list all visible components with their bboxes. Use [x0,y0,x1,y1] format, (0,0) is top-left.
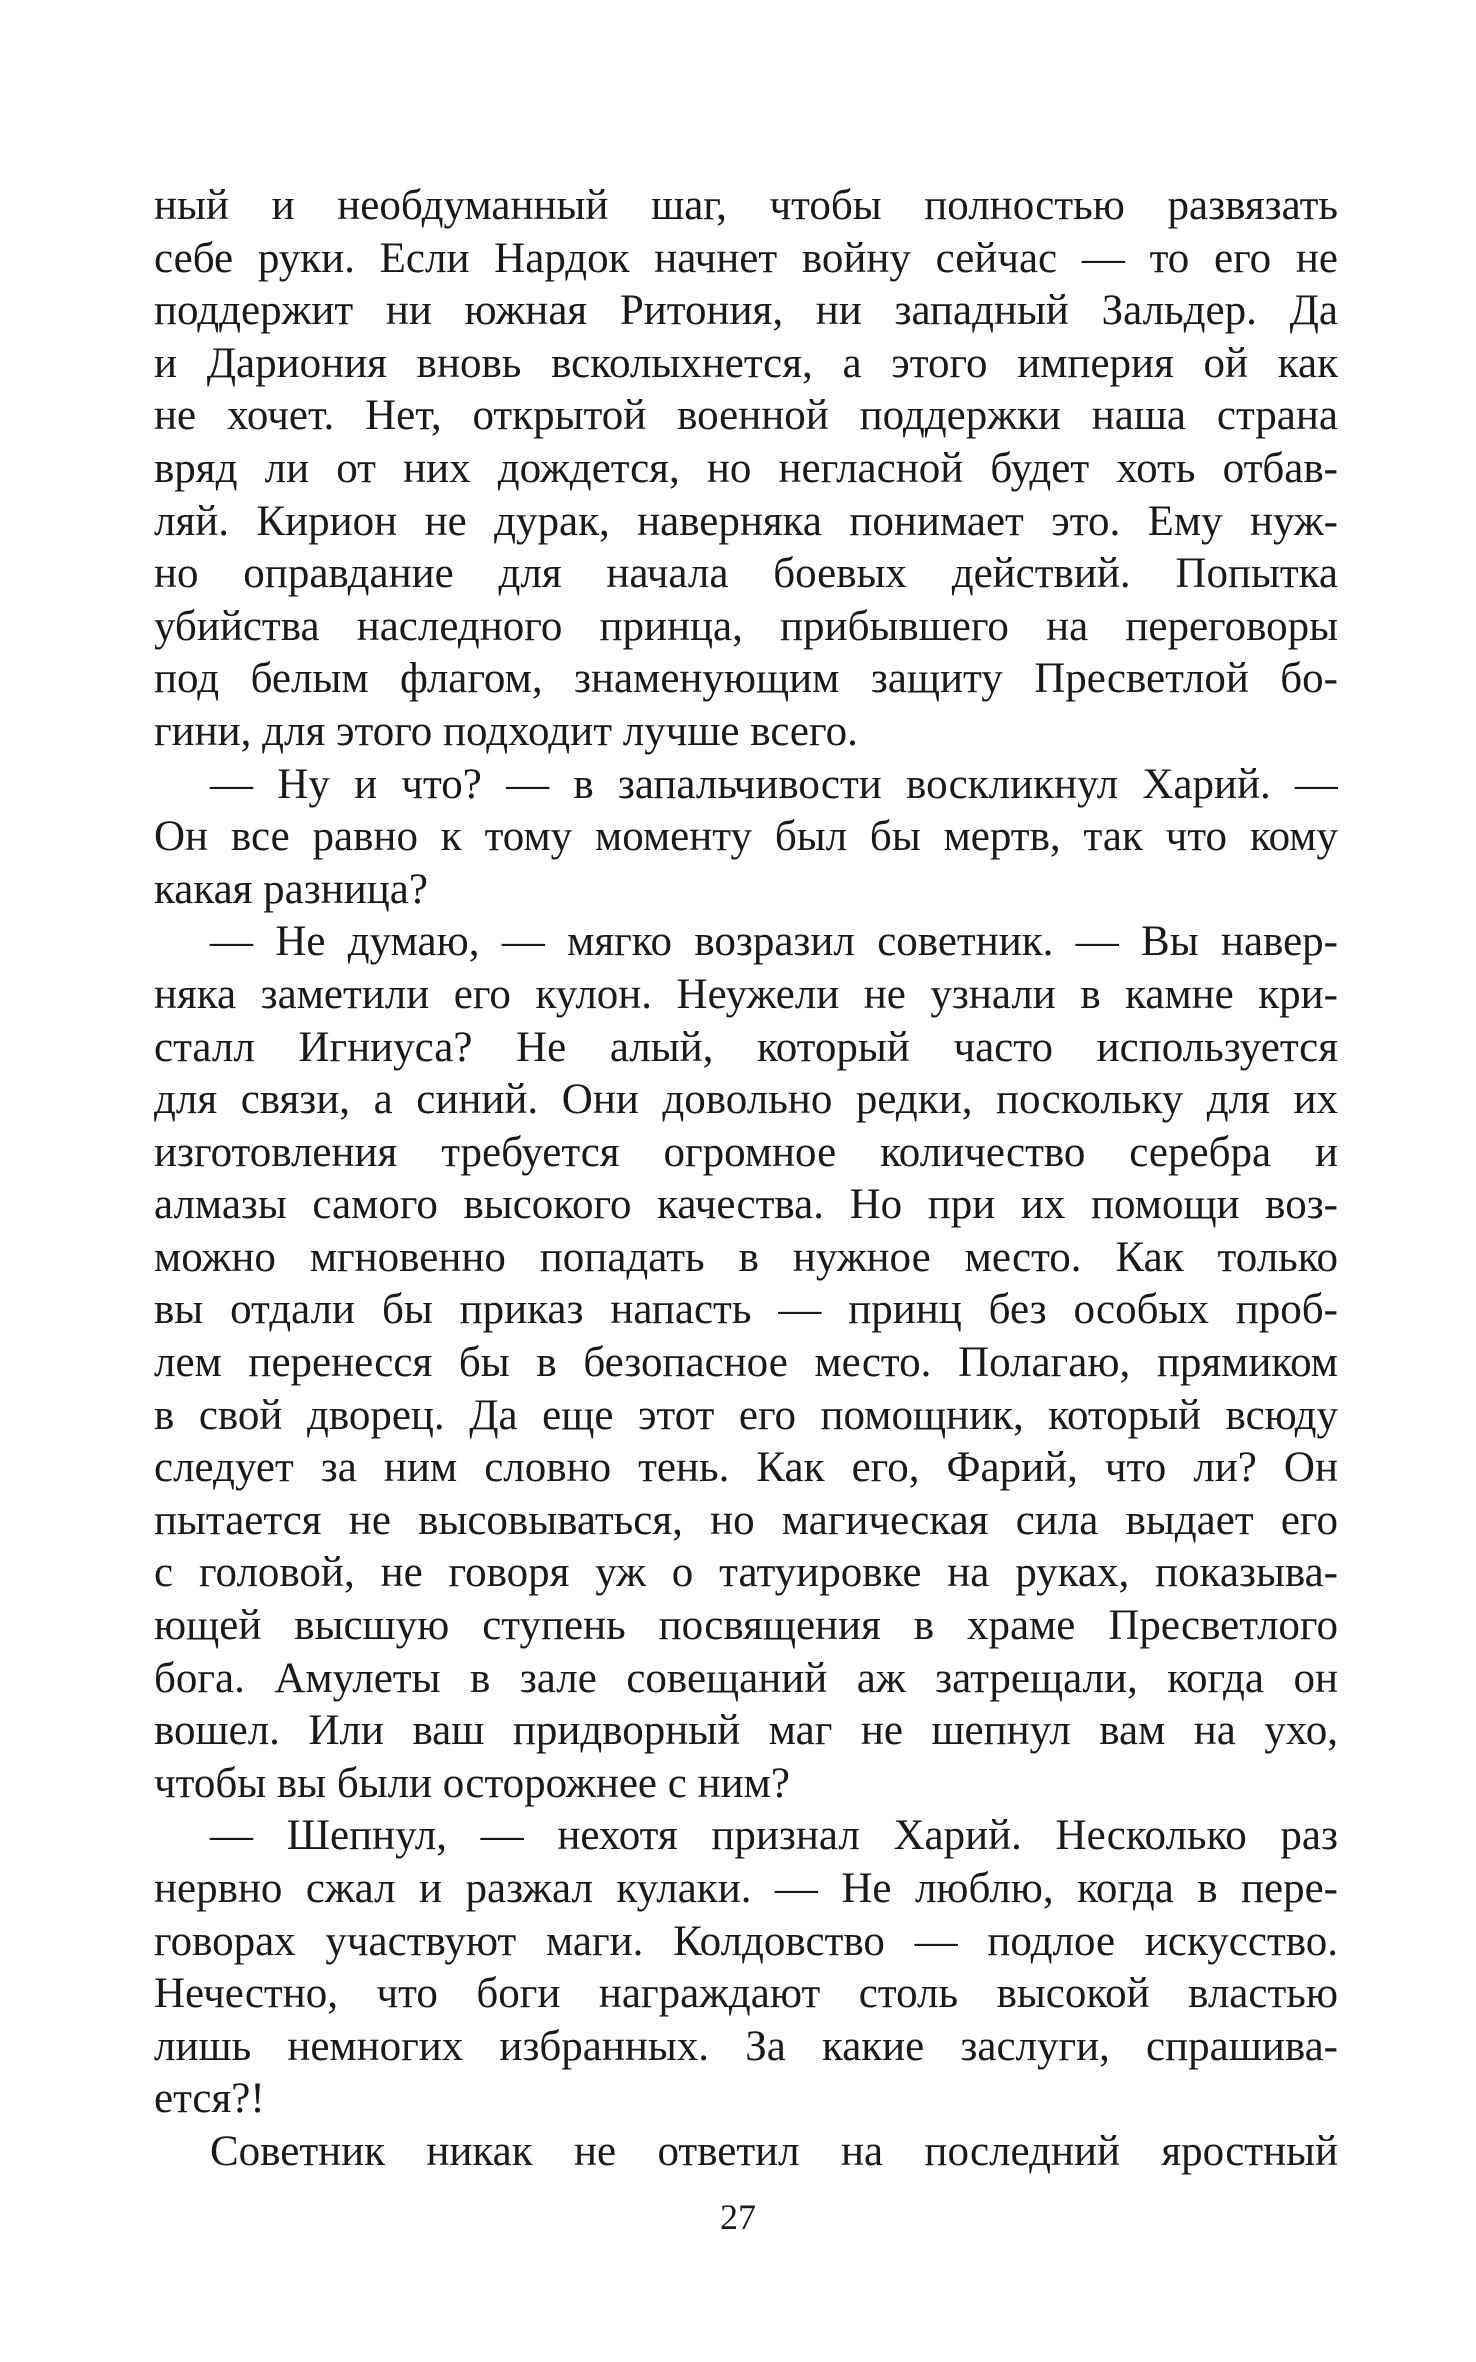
text-line: себе руки. Если Нардок начнет войну сейчас — то его не [154,234,1338,282]
text-line: гини, для этого подходит лучше всего. [154,707,858,755]
text-line: алмазы самого высокого качества. Но при их помощи воз- [154,1181,1338,1229]
text-line: — Ну и что? — в запальчивости воскликнул Харий. — [210,760,1338,808]
text-line: следует за ним словно тень. Как его, Фарий, что ли? Он [154,1444,1338,1492]
text-line: можно мгновенно попадать в нужное место. Как только [154,1233,1338,1281]
body-text [154,180,1338,2179]
page-number: 27 [720,2197,756,2237]
text-line: ется?! [154,2075,265,2123]
text-line: какая разница? [154,865,428,913]
text-line: в свой дворец. Да еще этот его помощник, который всюду [154,1391,1338,1439]
text-line: для связи, а синий. Они довольно редки, поскольку для их [154,1076,1338,1124]
text-line: бога. Амулеты в зале совещаний аж затрещали, когда он [154,1654,1338,1702]
text-line: — Не думаю, — мягко возразил советник. — Вы навер- [210,918,1338,966]
text-line: под белым флагом, знаменующим защиту Пресветлой бо- [154,655,1338,703]
text-line: Советник никак не ответил на последний яростный [210,2127,1338,2175]
text-line: — Шепнул, — нехотя признал Харий. Несколько раз [210,1812,1338,1860]
text-line: вошел. Или ваш придворный маг не шепнул вам на ухо, [154,1707,1338,1755]
text-line: пытается не высовываться, но магическая сила выдает его [154,1496,1338,1544]
text-line: нервно сжал и разжал кулаки. — Не люблю, когда в пере- [154,1865,1338,1912]
text-line: ляй. Кирион не дурак, наверняка понимает это. Ему нуж- [154,497,1338,545]
text-line: ющей высшую ступень посвящения в храме Пресветлого [154,1602,1338,1650]
text-line: Он все равно к тому моменту был бы мертв, так что кому [154,813,1338,861]
text-line: убийства наследного принца, прибывшего на переговоры [154,602,1338,650]
text-line: сталл Игниуса? Не алый, который часто используется [154,1023,1338,1071]
text-line: лем перенесся бы в безопасное место. Полагаю, прямиком [154,1339,1338,1387]
text-line: вряд ли от них дождется, но негласной будет хоть отбав- [154,444,1338,492]
text-line: но оправдание для начала боевых действий. Попытка [154,550,1338,598]
text-line: вы отдали бы приказ напасть — принц без особых проб- [154,1286,1338,1334]
text-line: поддержит ни южная Ритония, ни западный Зальдер. Да [154,287,1338,335]
text-line: и Дариония вновь всколыхнется, а этого империя ой как [154,339,1338,387]
text-line: няка заметили его кулон. Неужели не узнали в камне кри- [154,970,1338,1018]
text-line: Нечестно, что боги награждают столь высокой властью [154,1970,1338,2018]
text-line: с головой, не говоря уж о татуировке на руках, показыва- [154,1549,1338,1597]
text-line: изготовления требуется огромное количество серебра и [154,1128,1338,1176]
text-line: чтобы вы были осторожнее с ним? [154,1759,790,1807]
text-line: говорах участвуют маги. Колдовство — подлое искусство. [154,1917,1338,1965]
text-line: не хочет. Нет, открытой военной поддержки наша страна [154,392,1338,440]
text-line: лишь немногих избранных. За какие заслуги, спрашива- [154,2022,1338,2070]
text-line: ный и необдуманный шаг, чтобы полностью развязать [154,182,1338,229]
